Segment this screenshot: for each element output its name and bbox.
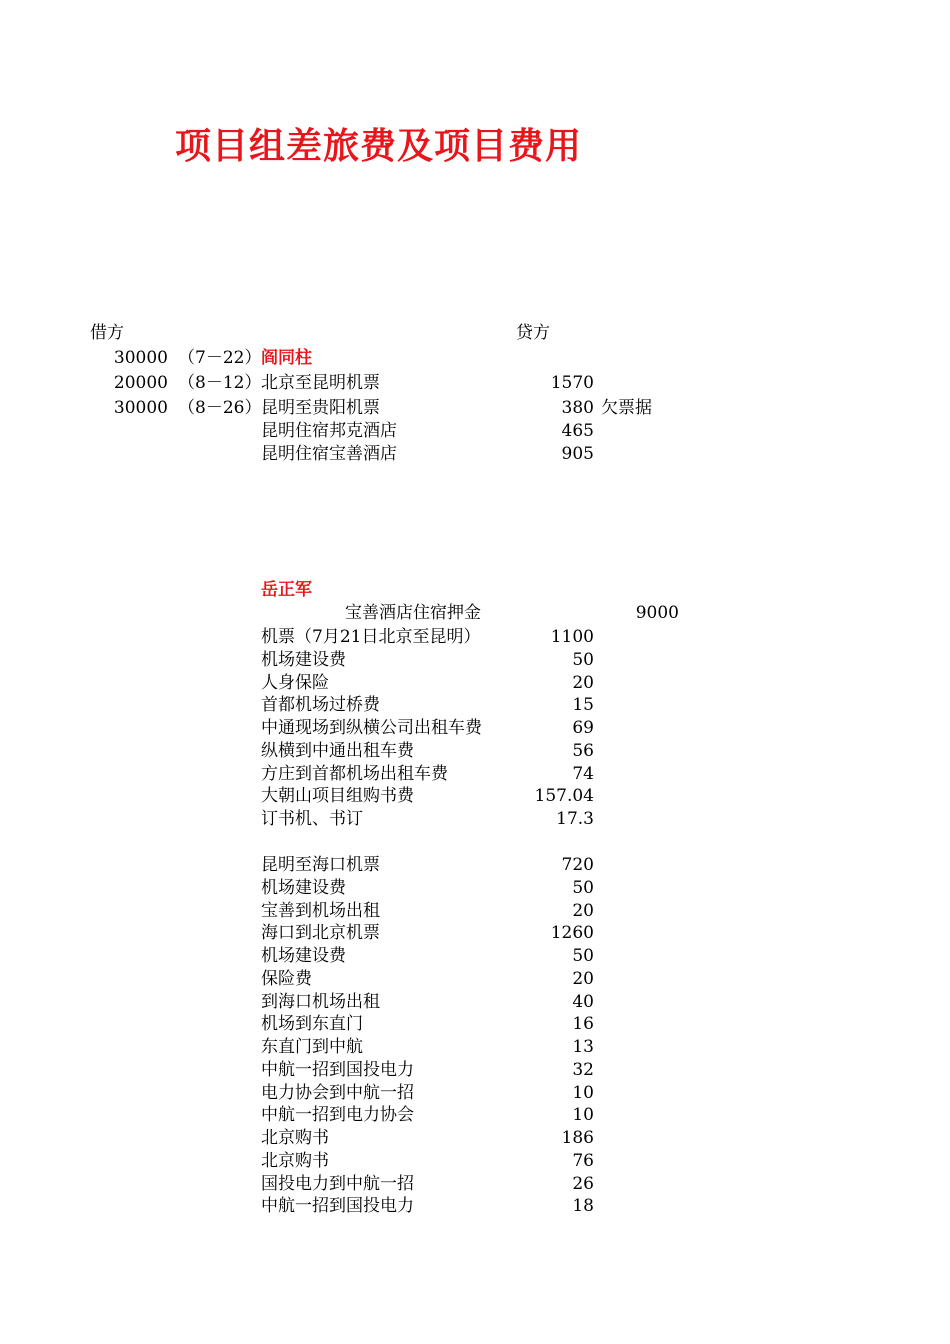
expense-amount: 56 [572, 740, 594, 761]
expense-amount: 13 [572, 1037, 594, 1057]
expense-amount: 380 [561, 398, 594, 418]
expense-desc: 首都机场过桥费 [261, 695, 380, 716]
expense-amount: 69 [572, 718, 594, 738]
credit-header: 贷方 [516, 323, 550, 343]
person-name: 岳正军 [261, 580, 312, 600]
expense-desc: 昆明至海口机票 [261, 855, 380, 875]
expense-desc: 昆明至贵阳机票 [261, 398, 380, 418]
expense-amount: 10 [572, 1082, 594, 1103]
expense-desc: 国投电力到中航一招 [261, 1173, 414, 1194]
expense-amount: 40 [572, 991, 594, 1012]
expense-amount: 32 [572, 1059, 594, 1080]
expense-amount: 16 [572, 1014, 594, 1035]
expense-amount: 1100 [550, 627, 594, 647]
expense-amount: 50 [572, 877, 594, 898]
expense-amount: 50 [572, 649, 594, 670]
expense-desc: 机场建设费 [261, 649, 346, 670]
expense-amount: 157.04 [534, 786, 594, 807]
expense-amount: 76 [572, 1150, 594, 1171]
expense-desc: 机场建设费 [261, 877, 346, 898]
expense-amount: 26 [572, 1173, 594, 1194]
expense-desc: 方庄到首都机场出租车费 [261, 763, 448, 784]
expense-desc: 纵横到中通出租车费 [261, 740, 414, 761]
expense-desc: 机场到东直门 [261, 1014, 363, 1035]
expense-amount: 50 [572, 946, 594, 966]
expense-desc: 北京购书 [261, 1150, 329, 1171]
expense-desc: 北京购书 [261, 1128, 329, 1148]
expense-note: 欠票据 [601, 398, 652, 418]
debit-header: 借方 [90, 323, 124, 343]
deposit-amount: 9000 [635, 603, 679, 623]
expense-amount: 18 [572, 1196, 594, 1217]
expense-desc: 中通现场到纵横公司出租车费 [261, 718, 482, 738]
expense-desc: 宝善到机场出租 [261, 900, 380, 921]
expense-desc: 海口到北京机票 [261, 923, 380, 944]
expense-amount: 20 [572, 968, 594, 989]
expense-desc: 中航一招到国投电力 [261, 1059, 414, 1080]
debit-date: （8－12） [178, 373, 262, 393]
expense-desc: 中航一招到电力协会 [261, 1105, 414, 1126]
debit-date: （7－22） [178, 348, 262, 368]
debit-date: （8－26） [178, 398, 262, 418]
expense-amount: 17.3 [556, 809, 594, 829]
expense-amount: 15 [572, 695, 594, 716]
expense-desc: 中航一招到国投电力 [261, 1196, 414, 1217]
expense-desc: 昆明住宿宝善酒店 [261, 444, 397, 464]
expense-amount: 20 [572, 900, 594, 921]
expense-desc: 到海口机场出租 [261, 991, 380, 1012]
expense-amount: 186 [561, 1128, 594, 1148]
page-title: 项目组差旅费及项目费用 [175, 126, 583, 167]
expense-amount: 1260 [550, 923, 594, 944]
expense-desc: 人身保险 [261, 672, 329, 693]
expense-desc: 保险费 [261, 968, 312, 989]
expense-amount: 465 [561, 421, 594, 441]
deposit-desc: 宝善酒店住宿押金 [345, 603, 481, 623]
expense-desc: 东直门到中航 [261, 1037, 363, 1057]
expense-desc: 机场建设费 [261, 946, 346, 966]
expense-desc: 昆明住宿邦克酒店 [261, 421, 397, 441]
expense-amount: 10 [572, 1105, 594, 1126]
expense-amount: 20 [572, 672, 594, 693]
expense-desc: 大朝山项目组购书费 [261, 786, 414, 807]
expense-amount: 720 [561, 855, 594, 875]
person-name: 阎同柱 [261, 348, 312, 368]
expense-amount: 74 [572, 763, 594, 784]
expense-desc: 机票（7月21日北京至昆明） [261, 627, 481, 647]
debit-amount: 30000 [113, 348, 168, 368]
expense-amount: 905 [561, 444, 594, 464]
expense-desc: 电力协会到中航一招 [261, 1082, 414, 1103]
debit-amount: 30000 [113, 398, 168, 418]
expense-desc: 北京至昆明机票 [261, 373, 380, 393]
debit-amount: 20000 [113, 373, 168, 393]
expense-desc: 订书机、书订 [261, 809, 363, 829]
expense-amount: 1570 [550, 373, 594, 393]
